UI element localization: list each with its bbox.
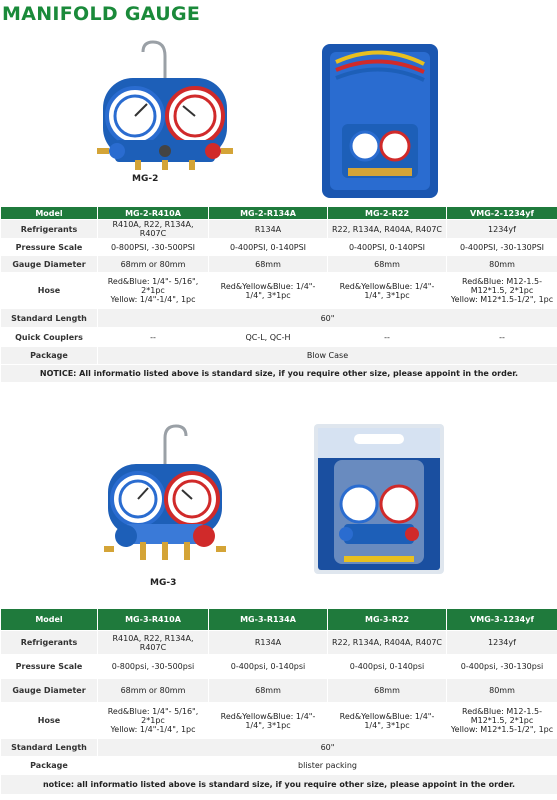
row-label: Package xyxy=(1,347,98,365)
table-row xyxy=(1,239,557,256)
table-cell: R410A, R22, R134A, R407C xyxy=(98,220,209,239)
table-cell: R22, R134A, R404A, R407C xyxy=(328,220,447,239)
table-row xyxy=(1,220,557,239)
table-cell: 68mm xyxy=(328,679,447,703)
row-label: Package xyxy=(1,757,98,775)
table-cell: 68mm xyxy=(209,256,328,273)
table-cell: 60" xyxy=(98,739,557,757)
mg2-notice: NOTICE: All informatio listed above is standard size, if you require other size, please appoint in the order. xyxy=(1,365,557,383)
table-cell: 0-800psi, -30-500psi xyxy=(98,655,209,679)
mg3-header-1234yf: VMG-3-1234yf xyxy=(447,609,557,631)
row-label: Hose xyxy=(1,273,98,309)
table-cell: 68mm xyxy=(328,256,447,273)
mg2-header-r134a: MG-2-R134A xyxy=(209,207,328,220)
blow-case-image xyxy=(320,42,440,200)
table-cell: Red&Yellow&Blue: 1/4"- 1/4", 3*1pc xyxy=(209,273,328,309)
table-row xyxy=(1,631,557,655)
table-cell: Red&Blue: 1/4"- 5/16", 2*1pc Yellow: 1/4"-1/4", 1pc xyxy=(98,703,209,739)
table-cell: 80mm xyxy=(447,256,557,273)
table-cell: -- xyxy=(447,328,557,347)
table-cell: Red&Yellow&Blue: 1/4"- 1/4", 3*1pc xyxy=(209,703,328,739)
row-label: Quick Couplers xyxy=(1,328,98,347)
table-cell: R410A, R22, R134A, R407C xyxy=(98,631,209,655)
mg2-header-r22: MG-2-R22 xyxy=(328,207,447,220)
mg2-header-1234yf: VMG-2-1234yf xyxy=(447,207,557,220)
row-label: Hose xyxy=(1,703,98,739)
table-cell: R134A xyxy=(209,220,328,239)
table-cell: 0-800PSI, -30-500PSI xyxy=(98,239,209,256)
table-cell: 60" xyxy=(98,309,557,328)
table-cell: Blow Case xyxy=(98,347,557,365)
table-cell: 80mm xyxy=(447,679,557,703)
table-cell: 0-400psi, 0-140psi xyxy=(209,655,328,679)
mg3-header-r22: MG-3-R22 xyxy=(328,609,447,631)
table-cell: 68mm or 80mm xyxy=(98,256,209,273)
table-cell: Red&Blue: M12-1.5-M12*1.5, 2*1pc Yellow: M12*1.5-1/2", 1pc xyxy=(447,273,557,309)
table-cell: QC-L, QC-H xyxy=(209,328,328,347)
mg2-spec-table xyxy=(0,206,557,383)
row-label: Standard Length xyxy=(1,309,98,328)
table-row xyxy=(1,703,557,739)
mg3-caption: MG-3 xyxy=(150,578,177,588)
table-row xyxy=(1,273,557,309)
mg2-product-image xyxy=(95,36,235,171)
mg3-notice: notice: all informatio listed above is standard size, if you require other size, please appoint in the order. xyxy=(1,775,557,795)
row-label: Gauge Diameter xyxy=(1,256,98,273)
mg3-header-r410a: MG-3-R410A xyxy=(98,609,209,631)
mg2-header-model: Model xyxy=(1,207,98,220)
table-cell: R22, R134A, R404A, R407C xyxy=(328,631,447,655)
row-label: Pressure Scale xyxy=(1,655,98,679)
mg2-header-r410a: MG-2-R410A xyxy=(98,207,209,220)
row-label: Gauge Diameter xyxy=(1,679,98,703)
row-label: Refrigerants xyxy=(1,220,98,239)
mg2-caption: MG-2 xyxy=(132,174,159,184)
table-row xyxy=(1,739,557,757)
row-label: Refrigerants xyxy=(1,631,98,655)
mg3-header-model: Model xyxy=(1,609,98,631)
row-label: Pressure Scale xyxy=(1,239,98,256)
table-cell: 68mm or 80mm xyxy=(98,679,209,703)
table-cell: 0-400PSI, 0-140PSI xyxy=(209,239,328,256)
table-row xyxy=(1,347,557,365)
table-cell: Red&Yellow&Blue: 1/4"- 1/4", 3*1pc xyxy=(328,273,447,309)
table-row xyxy=(1,775,557,795)
table-cell: R134A xyxy=(209,631,328,655)
row-label: Standard Length xyxy=(1,739,98,757)
table-row xyxy=(1,679,557,703)
table-cell: Red&Blue: M12-1.5-M12*1.5, 2*1pc Yellow: M12*1.5-1/2", 1pc xyxy=(447,703,557,739)
table-row xyxy=(1,256,557,273)
table-cell: 0-400PSI, 0-140PSI xyxy=(328,239,447,256)
table-cell: 0-400psi, -30-130psi xyxy=(447,655,557,679)
table-cell: 0-400psi, 0-140psi xyxy=(328,655,447,679)
table-cell: 68mm xyxy=(209,679,328,703)
table-cell: -- xyxy=(98,328,209,347)
mg3-header-r134a: MG-3-R134A xyxy=(209,609,328,631)
table-cell: 1234yf xyxy=(447,631,557,655)
table-cell: Red&Blue: 1/4"- 5/16", 2*1pc Yellow: 1/4"-1/4", 1pc xyxy=(98,273,209,309)
table-cell: -- xyxy=(328,328,447,347)
table-row xyxy=(1,655,557,679)
table-cell: Red&Yellow&Blue: 1/4"- 1/4", 3*1pc xyxy=(328,703,447,739)
table-cell: blister packing xyxy=(98,757,557,775)
table-row xyxy=(1,757,557,775)
blister-packing-image xyxy=(314,424,444,574)
table-cell: 0-400PSI, -30-130PSI xyxy=(447,239,557,256)
page-title: MANIFOLD GAUGE xyxy=(2,3,201,25)
table-row xyxy=(1,365,557,383)
table-cell: 1234yf xyxy=(447,220,557,239)
mg3-product-image xyxy=(100,424,230,574)
table-row xyxy=(1,309,557,328)
mg3-spec-table xyxy=(0,608,557,795)
table-row xyxy=(1,328,557,347)
